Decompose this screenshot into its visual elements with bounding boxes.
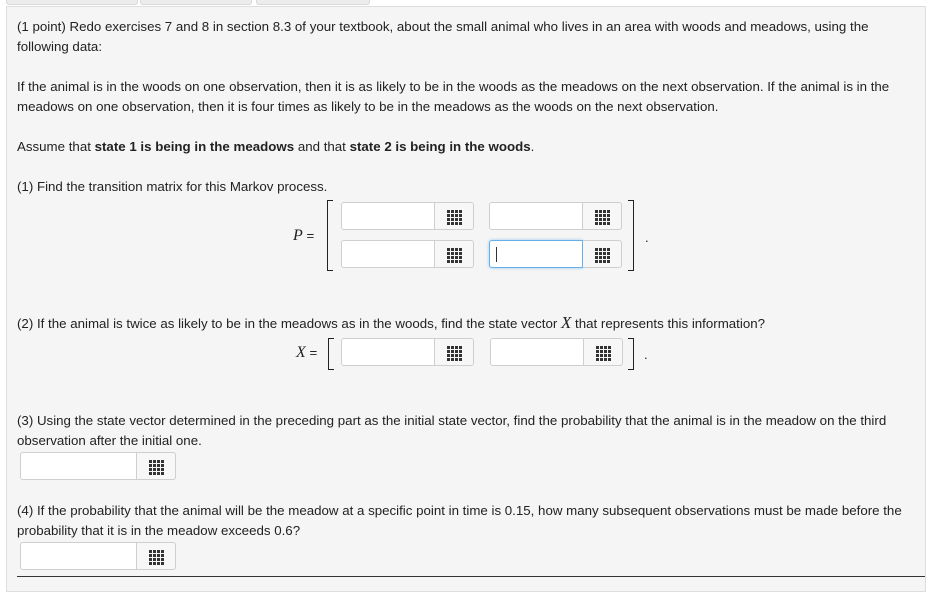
question-2-text: (2) If the animal is twice as likely to be in the meadows as in the woods, find the state vector X that represents this information?: [17, 313, 766, 332]
palette-button[interactable]: [583, 240, 622, 268]
question-3-text: (3) Using the state vector determined in the preceding part as the initial state vector, find the probability that the animal is in the meadow on the third observation after the initial one.: [17, 413, 887, 448]
matrix-p21-input[interactable]: [341, 240, 435, 268]
state1-definition: state 1 is being in the meadows: [94, 139, 295, 154]
grid-palette-icon: [596, 346, 610, 360]
grid-palette-icon: [447, 346, 461, 360]
palette-button[interactable]: [583, 202, 622, 230]
vector-period: .: [644, 347, 648, 362]
matrix-left-bracket: [327, 200, 333, 271]
vector-x1-input[interactable]: [341, 338, 435, 366]
state2-definition: state 2 is being in the woods: [349, 139, 531, 154]
problem-data: If the animal is in the woods on one observation, then it is as likely to be in the woods as the meadows on the next observation. If the animal is in the meadows on one observation, then it is four times as likely to be in the meadows as the woods on the next observation.: [17, 79, 890, 114]
grid-palette-icon: [447, 248, 461, 262]
palette-button[interactable]: [435, 338, 474, 366]
probability-third-observation-input[interactable]: [20, 452, 137, 480]
vector-x2-input[interactable]: [490, 338, 584, 366]
vector-right-bracket: [628, 338, 634, 370]
section-divider: [17, 576, 925, 577]
matrix-p22-input[interactable]: [489, 240, 583, 268]
matrix-p-label: P =: [293, 227, 315, 244]
tab-stub[interactable]: [140, 0, 252, 5]
matrix-period: .: [645, 230, 649, 245]
vector-x-label: X =: [296, 344, 318, 361]
palette-button[interactable]: [137, 542, 176, 570]
grid-palette-icon: [447, 210, 461, 224]
palette-button[interactable]: [435, 202, 474, 230]
problem-intro: (1 point) Redo exercises 7 and 8 in section 8.3 of your textbook, about the small animal who lives in an area with woods and meadows, using the following data:: [17, 19, 869, 54]
tab-stub[interactable]: [6, 0, 138, 5]
observations-count-input[interactable]: [20, 542, 137, 570]
problem-container: [6, 6, 926, 592]
palette-button[interactable]: [584, 338, 623, 366]
matrix-right-bracket: [628, 200, 634, 271]
grid-palette-icon: [149, 550, 163, 564]
matrix-p12-input[interactable]: [489, 202, 583, 230]
vector-left-bracket: [328, 338, 334, 370]
grid-palette-icon: [149, 460, 163, 474]
grid-palette-icon: [595, 210, 609, 224]
matrix-p11-input[interactable]: [341, 202, 435, 230]
question-4-text: (4) If the probability that the animal will be the meadow at a specific point in time is 0.15, how many subsequent observations must be made before the probability that it is in the meadow exceeds 0.6?: [17, 503, 902, 538]
palette-button[interactable]: [137, 452, 176, 480]
grid-palette-icon: [595, 248, 609, 262]
assumption-text: Assume that state 1 is being in the meadows and that state 2 is being in the woods.: [17, 139, 535, 154]
text-caret: [496, 247, 497, 262]
palette-button[interactable]: [435, 240, 474, 268]
tab-stub[interactable]: [256, 0, 370, 5]
question-1-text: (1) Find the transition matrix for this Markov process.: [17, 179, 328, 194]
